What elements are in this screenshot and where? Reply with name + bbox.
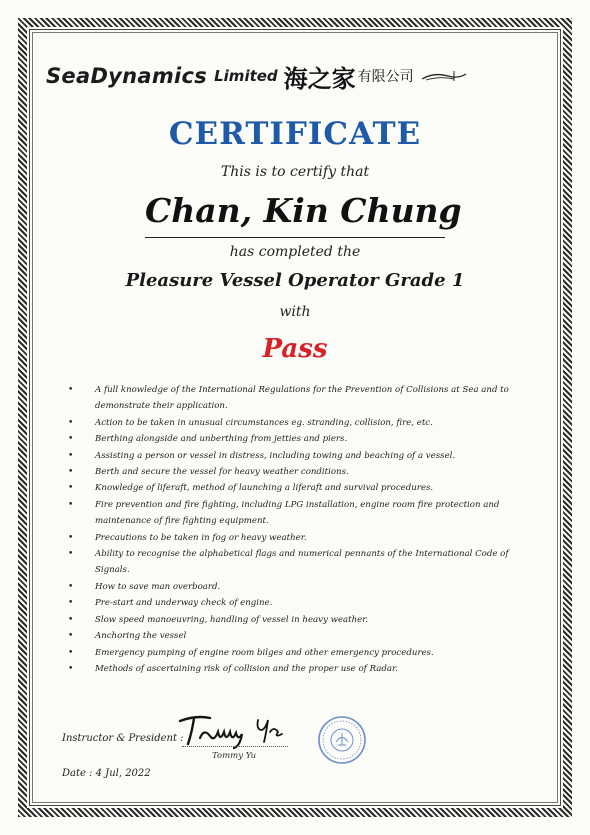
company-header bbox=[46, 60, 546, 92]
issue-date: Date : 4 Jul, 2022 bbox=[62, 768, 151, 779]
list-item: • Action to be taken in unusual circumstances eg. stranding, collision, fire, etc. bbox=[68, 415, 520, 431]
certify-line: This is to certify that bbox=[220, 164, 370, 180]
company-suffix: Limited bbox=[214, 67, 278, 85]
list-item: • Emergency pumping of engine room bilges and other emergency procedures. bbox=[68, 645, 520, 661]
company-name: SeaDynamics bbox=[46, 64, 208, 88]
list-item: • Precautions to be taken in fog or heavy weather. bbox=[68, 530, 520, 546]
course-name: Pleasure Vessel Operator Grade 1 bbox=[125, 270, 465, 291]
competency-list bbox=[68, 382, 520, 677]
list-item: • Berthing alongside and unberthing from jetties and piers. bbox=[68, 431, 520, 447]
recipient-name: Chan, Kin Chung bbox=[145, 191, 462, 230]
list-item: • Anchoring the vessel bbox=[68, 628, 520, 644]
name-underline bbox=[145, 237, 445, 238]
with-line: with bbox=[279, 304, 311, 320]
company-name-chinese: 海之家 bbox=[283, 64, 356, 93]
list-item: • How to save man overboard. bbox=[68, 579, 520, 595]
result-text: Pass bbox=[262, 334, 328, 364]
list-item: • Berth and secure the vessel for heavy weather conditions. bbox=[68, 464, 520, 480]
signature-line bbox=[182, 746, 288, 747]
handwritten-signature bbox=[174, 712, 286, 750]
list-item: • Knowledge of liferaft, method of launching a liferaft and survival procedures. bbox=[68, 480, 520, 496]
completed-line: has completed the bbox=[229, 244, 361, 260]
list-item: • Pre-start and underway check of engine. bbox=[68, 595, 520, 611]
boat-wake-icon bbox=[420, 68, 468, 84]
list-item: • Methods of ascertaining risk of collision and the proper use of Radar. bbox=[68, 661, 520, 677]
list-item: • A full knowledge of the International Regulations for the Prevention of Collisions at Sea and to demonstrate their application. bbox=[68, 382, 520, 415]
list-item: • Slow speed manoeuvring, handling of vessel in heavy weather. bbox=[68, 612, 520, 628]
list-item: • Fire prevention and fire fighting, including LPG installation, engine room fire protection and maintenance of fire fighting equipment. bbox=[68, 497, 520, 530]
instructor-label: Instructor & President : bbox=[62, 733, 184, 744]
company-suffix-chinese: 有限公司 bbox=[357, 69, 414, 85]
list-item: • Ability to recognise the alphabetical flags and numerical pennants of the International Code of Signals. bbox=[68, 546, 520, 579]
company-seal-icon bbox=[317, 715, 367, 765]
certificate-title: CERTIFICATE bbox=[168, 116, 422, 152]
list-item: • Assisting a person or vessel in distress, including towing and beaching of a vessel. bbox=[68, 448, 520, 464]
signer-name: Tommy Yu bbox=[212, 751, 257, 761]
